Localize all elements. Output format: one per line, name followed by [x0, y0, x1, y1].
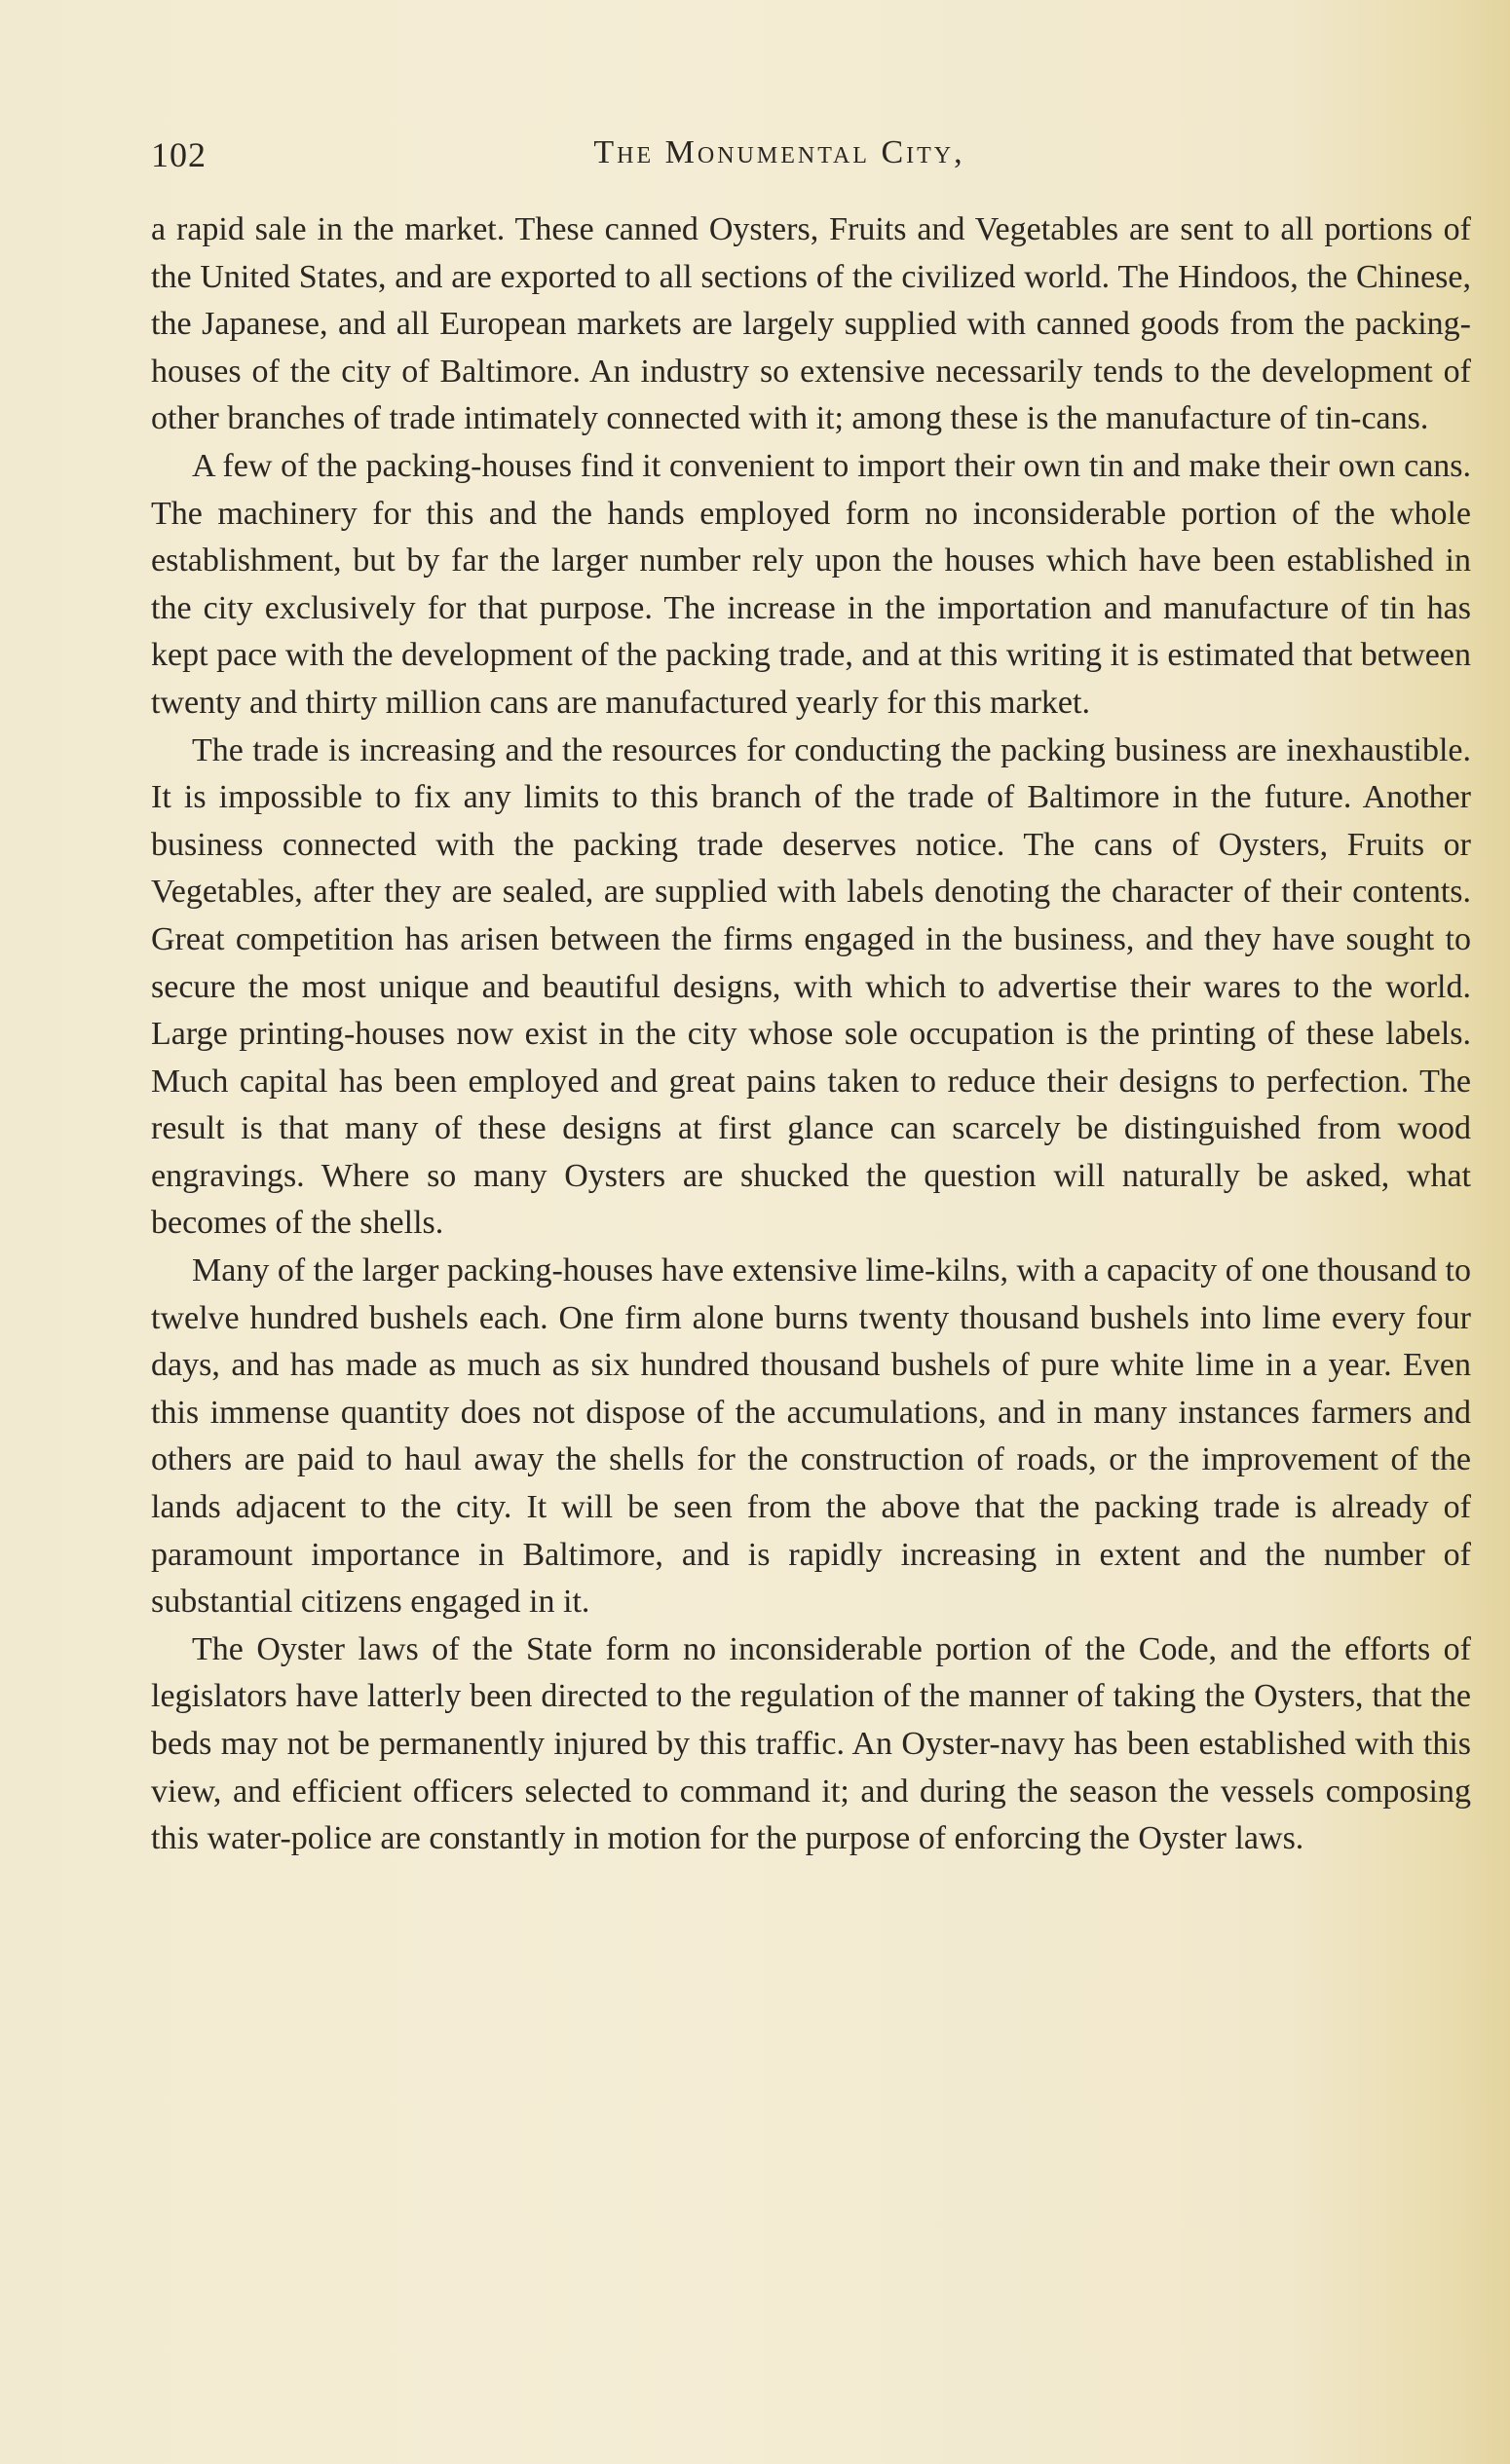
paragraph-oyster-laws: The Oyster laws of the State form no inconsiderable portion of the Code, and the efforts of legislators have latterly been directed to the regulation of the manner of taking the Oysters, that the beds may not be permanently injured by this traffic. An Oyster-navy has been established with this view, and efficient officers selected to command it; and during the season the vessels composing this water-police are constantly in motion for the purpose of enforcing the Oyster laws.: [151, 1630, 1471, 1857]
paragraph-tin-cans: A few of the packing-houses find it convenient to import their own tin and make their own cans. The machinery for this and the hands employed form no inconsiderable portion of the whole establishment, but by far the larger number rely upon the houses which have been established in the city exclusively for that purpose. The increase in the importation and manufacture of tin has kept pace with the development of the packing trade, and at this writing it is estimated that between twenty and thirty million cans are manufactured yearly for this market.: [151, 447, 1471, 721]
paragraph-continued: a rapid sale in the market. These canned Oysters, Fruits and Vegetables are sent to all portions of the United States, and are exported to all sections of the civilized world. The Hindoos, the Chinese, the Japanese, and all European markets are largely supplied with canned goods from the packing-houses of the city of Baltimore. An industry so extensive necessarily tends to the development of other branches of trade intimately connected with it; among these is the manufacture of tin-cans.: [151, 211, 1471, 437]
paragraph-labels: The trade is increasing and the resources for conducting the packing business are inexhaustible. It is impossible to fix any limits to this branch of the trade of Baltimore in the future. Another business connected with the packing trade deserves notice. The cans of Oysters, Fruits or Vegetables, after they are sealed, are supplied with labels denoting the character of their contents. Great competition has arisen between the firms engaged in the business, and they have sought to secure the most unique and beautiful designs, with which to advertise their wares to the world. Large printing-houses now exist in the city whose sole occupation is the printing of these labels. Much capital has been employed and great pains taken to reduce their designs to perfection. The result is that many of these designs at first glance can scarcely be distinguished from wood engravings. Where so many Oysters are shucked the question will naturally be asked, what becomes of the shells.: [151, 731, 1471, 1242]
page-header: [151, 134, 1408, 183]
paragraph-lime-kilns: Many of the larger packing-houses have extensive lime-kilns, with a capacity of one thousand to twelve hundred bushels each. One firm alone burns twenty thousand bushels into lime every four days, and has made as much as six hundred thousand bushels of pure white lime in a year. Even this immense quantity does not dispose of the accumulations, and in many instances farmers and others are paid to haul away the shells for the construction of roads, or the improvement of the lands adjacent to the city. It will be seen from the above that the packing trade is already of paramount importance in Baltimore, and is rapidly increasing in extent and the number of substantial citizens engaged in it.: [151, 1252, 1471, 1621]
page-body: [151, 206, 1471, 1863]
running-head: The Monumental City,: [593, 134, 965, 170]
page-number: 102: [151, 135, 207, 174]
